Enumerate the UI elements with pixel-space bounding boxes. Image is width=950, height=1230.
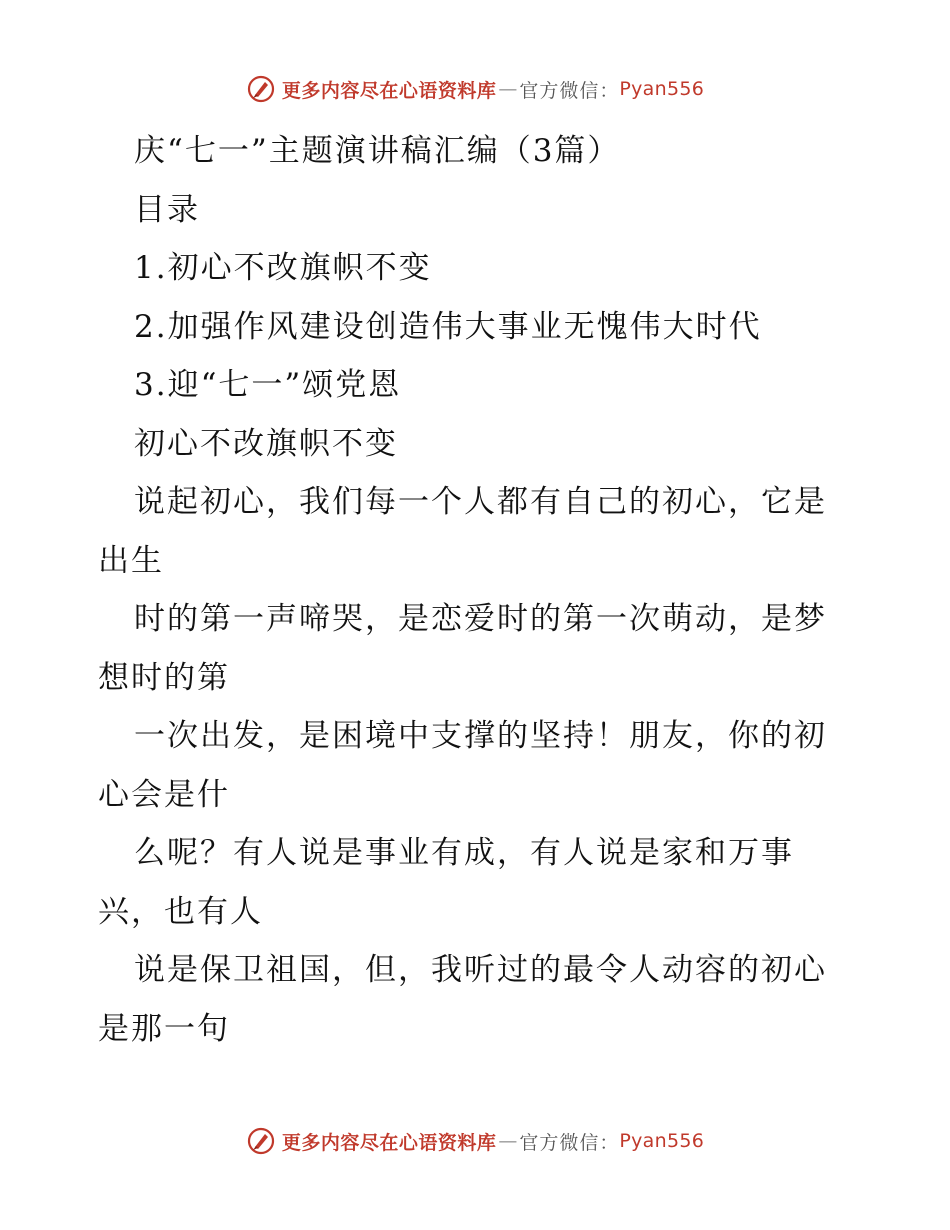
pen-nib-logo-icon (246, 74, 276, 104)
paragraph-line: 心会是什 (98, 776, 230, 813)
banner-site-text: 更多内容尽在心语资料库 (281, 79, 497, 102)
banner-wechat-label: 官方微信： (519, 1131, 620, 1154)
banner-site-text: 更多内容尽在心语资料库 (281, 1131, 497, 1154)
banner-wechat-label: 官方微信： (519, 79, 620, 102)
paragraph-line: 么呢？有人说是事业有成，有人说是家和万事 (134, 835, 794, 871)
header-banner (0, 72, 950, 106)
footer-banner (0, 1124, 950, 1158)
banner-dash: — (498, 1130, 518, 1152)
banner-wechat-id: Pyan556 (619, 78, 705, 100)
paragraph-line: 想时的第 (98, 659, 230, 696)
banner-dash: — (498, 78, 518, 100)
paragraph-line: 时的第一声啼哭，是恋爱时的第一次萌动，是梦 (134, 601, 827, 637)
pen-nib-logo-icon (246, 1126, 276, 1156)
document-body (98, 122, 858, 1058)
toc-item: 2.加强作风建设创造伟大事业无愧伟大时代 (134, 308, 762, 345)
paragraph-line: 说是保卫祖国，但，我听过的最令人动容的初心 (134, 952, 827, 988)
section-title: 初心不改旗帜不变 (134, 425, 398, 462)
banner-wechat-id: Pyan556 (619, 1130, 705, 1152)
toc-heading: 目录 (134, 191, 200, 228)
toc-item: 1.初心不改旗帜不变 (134, 250, 432, 286)
document-title: 庆“七一”主题演讲稿汇编（3篇） (134, 133, 621, 169)
paragraph-line: 一次出发，是困境中支撑的坚持！朋友，你的初 (134, 718, 827, 754)
paragraph-line: 是那一句 (98, 1010, 230, 1047)
paragraph-line: 说起初心，我们每一个人都有自己的初心，它是 (134, 484, 827, 520)
paragraph-line: 兴，也有人 (98, 893, 263, 930)
paragraph-line: 出生 (98, 542, 164, 579)
toc-item: 3.迎“七一”颂党恩 (134, 367, 402, 403)
